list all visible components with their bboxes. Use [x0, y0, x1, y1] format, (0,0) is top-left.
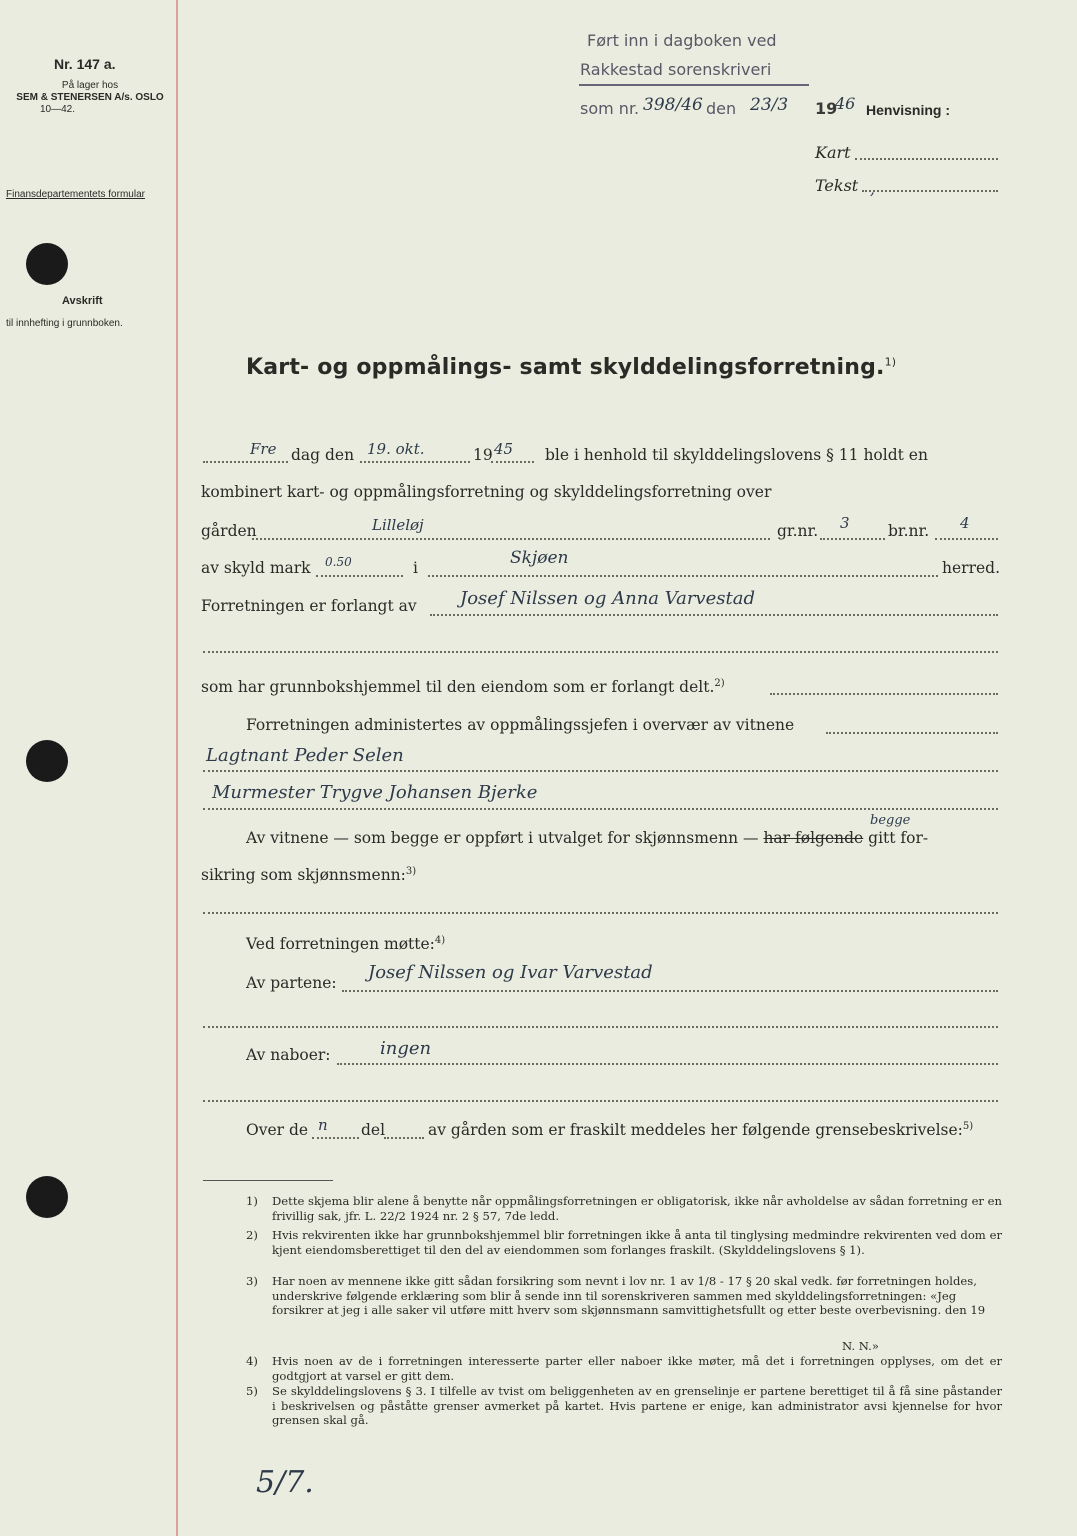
partene-line	[342, 990, 998, 992]
copy-note: til innhefting i grunnboken.	[6, 318, 123, 329]
herred-handwritten: Skjøen	[510, 548, 569, 568]
stamp-year-prefix: 19	[815, 99, 838, 118]
forlangt-label: Forretningen er forlangt av	[201, 597, 417, 615]
naboer-handwritten: ingen	[380, 1038, 432, 1059]
printer-line-3: 10—42.	[40, 104, 76, 115]
grnr-handwritten: 3	[840, 514, 850, 532]
kart-label: Kart	[815, 143, 851, 162]
forsikring-blank-line	[203, 912, 998, 914]
blank-line	[203, 651, 998, 653]
motte-label: Ved forretningen møtte:$^{4)}$	[246, 935, 446, 954]
skyld-label: av skyld mark	[201, 559, 311, 577]
footnote-1-text: Dette skjema blir alene å benytte når oppmålingsforretningen er obligatorisk, ikke når avholdelse av sådan forretning er en frivillig sak, jfr. L. 22/2 1924 nr. 2 § 57, 7de ledd.	[272, 1194, 1002, 1223]
dag-den-label: dag den	[291, 446, 355, 464]
naboer-label: Av naboer:	[246, 1046, 331, 1064]
footnote-3-text: Har noen av mennene ikke gitt sådan forsikring som nevnt i lov nr. 1 av 1/8 - 17 § 20 skal vedk. før forretningen holdes, underskrive følgende erklæring som blir å sende inn til sorenskriveren sammen med skylddelingsforretningen: «Jeg forsikrer at jeg i alle saker vil utføre mitt hverv som skjønnsmann samvittighetsfullt og etter beste overbevisning. den 19	[272, 1274, 986, 1318]
form-number: Nr. 147 a.	[54, 56, 116, 72]
copy-label: Avskrift	[62, 295, 103, 307]
over-line	[312, 1137, 359, 1139]
footnote-3-number: 3)	[246, 1274, 258, 1288]
skyld-handwritten: 0.50	[325, 555, 352, 569]
stamp-som-nr-value: 398/46	[643, 95, 703, 115]
tekst-label: Tekst	[815, 176, 859, 195]
year-prefix: 19	[473, 446, 493, 464]
herred-label: herred.	[942, 559, 1000, 577]
partene-blank-line	[203, 1026, 998, 1028]
date-line	[360, 461, 470, 463]
naboer-blank-line	[203, 1100, 998, 1102]
skyld-line	[316, 575, 403, 577]
forlangt-line	[430, 614, 998, 616]
footnote-4-number: 4)	[246, 1354, 258, 1368]
witness-2-handwritten: Murmester Trygve Johansen Bjerke	[212, 782, 538, 803]
footnote-signature: N. N.»	[842, 1339, 879, 1353]
brnr-line	[935, 538, 998, 540]
admin-line	[826, 732, 998, 734]
over-label: Over de	[246, 1121, 309, 1139]
forlangt-handwritten: Josef Nilssen og Anna Varvestad	[460, 588, 755, 609]
day-line	[203, 461, 288, 463]
partene-label: Av partene:	[246, 974, 337, 992]
brnr-handwritten: 4	[960, 514, 970, 532]
punch-hole	[26, 243, 68, 285]
witness-1-handwritten: Lagtnant Peder Selen	[206, 745, 404, 766]
over-handwritten: n	[318, 1116, 328, 1134]
herred-line	[428, 575, 938, 577]
date-handwritten: 19. okt.	[367, 440, 425, 458]
stamp-year-value: 46	[835, 94, 856, 113]
stamp-underline	[579, 84, 809, 86]
kart-line	[855, 158, 998, 160]
witness-1-line	[203, 770, 998, 772]
document-title: Kart- og oppmålings- samt skylddelingsforretning.$^{1)}$	[246, 355, 897, 380]
over-note: 5)	[962, 1121, 974, 1132]
title-note: 1)	[884, 355, 897, 369]
grunnbok-line	[770, 693, 998, 695]
punch-hole	[26, 1176, 68, 1218]
motte-note: 4)	[434, 935, 446, 946]
printer-info	[10, 80, 170, 116]
margin-rule	[176, 0, 178, 1536]
registry-stamp-line-1: Ført inn i dagboken ved	[587, 31, 777, 50]
naboer-line	[337, 1063, 998, 1065]
footnote-5-text: Se skylddelingslovens § 3. I tilfelle av tvist om beliggenheten av en grenselinje er partene berettiget til å få sine påstander i beskrivelsen og påståtte grenser avmerket på kartet. Hvis partene er enige, kan administrator avsi kjennelse for hvor grensen skal gå.	[272, 1384, 1002, 1428]
year-line	[491, 461, 534, 463]
printer-line-2: SEM & STENERSEN A/s. OSLO	[16, 92, 164, 103]
witness-2-line	[203, 808, 998, 810]
ministry-form-label: Finansdepartementets formular	[6, 189, 145, 200]
footnote-2-number: 2)	[246, 1228, 258, 1242]
footnote-1-number: 1)	[246, 1194, 258, 1208]
partene-handwritten: Josef Nilssen og Ivar Varvestad	[368, 962, 653, 983]
footnote-separator	[203, 1180, 333, 1181]
garden-label: gården	[201, 522, 257, 540]
line2-text: kombinert kart- og oppmålingsforretning og skylddelingsforretning over	[201, 483, 772, 501]
i-label: i	[413, 559, 418, 577]
footnote-4-text: Hvis noen av de i forretningen interesserte parter eller naboer ikke møter, må det i forretningen opplyses, om det er godtgjort at varsel er gitt dem.	[272, 1354, 1002, 1383]
registry-stamp-line-2: Rakkestad sorenskriveri	[580, 60, 772, 79]
garden-handwritten: Lilleløj	[372, 516, 424, 534]
day-handwritten: Fre	[250, 440, 277, 458]
forsikring-label: sikring som skjønnsmenn:$^{3)}$	[201, 866, 417, 885]
page-mark-handwritten: 5/7.	[256, 1465, 314, 1500]
stamp-den-label: den	[706, 99, 737, 118]
tekst-value: ,	[870, 180, 875, 198]
garden-line	[252, 538, 770, 540]
del-label: del	[361, 1121, 386, 1139]
grnr-label: gr.nr.	[777, 522, 819, 540]
footnote-5-number: 5)	[246, 1384, 258, 1398]
vitnene-text: Av vitnene — som begge er oppført i utvalget for skjønnsmenn — har følgende gitt for-	[246, 829, 929, 847]
stamp-den-value: 23/3	[750, 95, 789, 115]
reference-label: Henvisning :	[866, 102, 951, 118]
tekst-line	[862, 190, 998, 192]
grunnbok-note: 2)	[714, 678, 725, 689]
punch-hole	[26, 740, 68, 782]
vitnene-struck-text: har følgende	[763, 829, 864, 847]
del-line	[384, 1137, 424, 1139]
vitnene-insert-handwritten: begge	[870, 813, 911, 828]
admin-label: Forretningen administertes av oppmålingssjefen i overvær av vitnene	[246, 716, 795, 734]
grnr-line	[820, 538, 885, 540]
brnr-label: br.nr.	[888, 522, 930, 540]
printer-line-1: På lager hos	[61, 80, 119, 91]
line1-text: ble i henhold til skylddelingslovens § 11 holdt en	[545, 446, 928, 464]
grunnbok-label: som har grunnbokshjemmel til den eiendom som er forlangt delt.$^{2)}$	[201, 678, 725, 697]
over-rest-text: av gården som er fraskilt meddeles her følgende grensebeskrivelse:$^{5)}$	[428, 1121, 974, 1140]
stamp-som-nr-label: som nr.	[580, 99, 640, 118]
footnote-2-text: Hvis rekvirenten ikke har grunnbokshjemmel blir forretningen ikke å anta til tinglysing medmindre rekvirenten ved dom er kjent eiendomsberettiget til den del av eiendommen som forlanges fraskilt. (Skylddelingslovens § 1).	[272, 1228, 1002, 1257]
year-handwritten: 45	[494, 440, 514, 458]
forsikring-note: 3)	[405, 866, 417, 877]
